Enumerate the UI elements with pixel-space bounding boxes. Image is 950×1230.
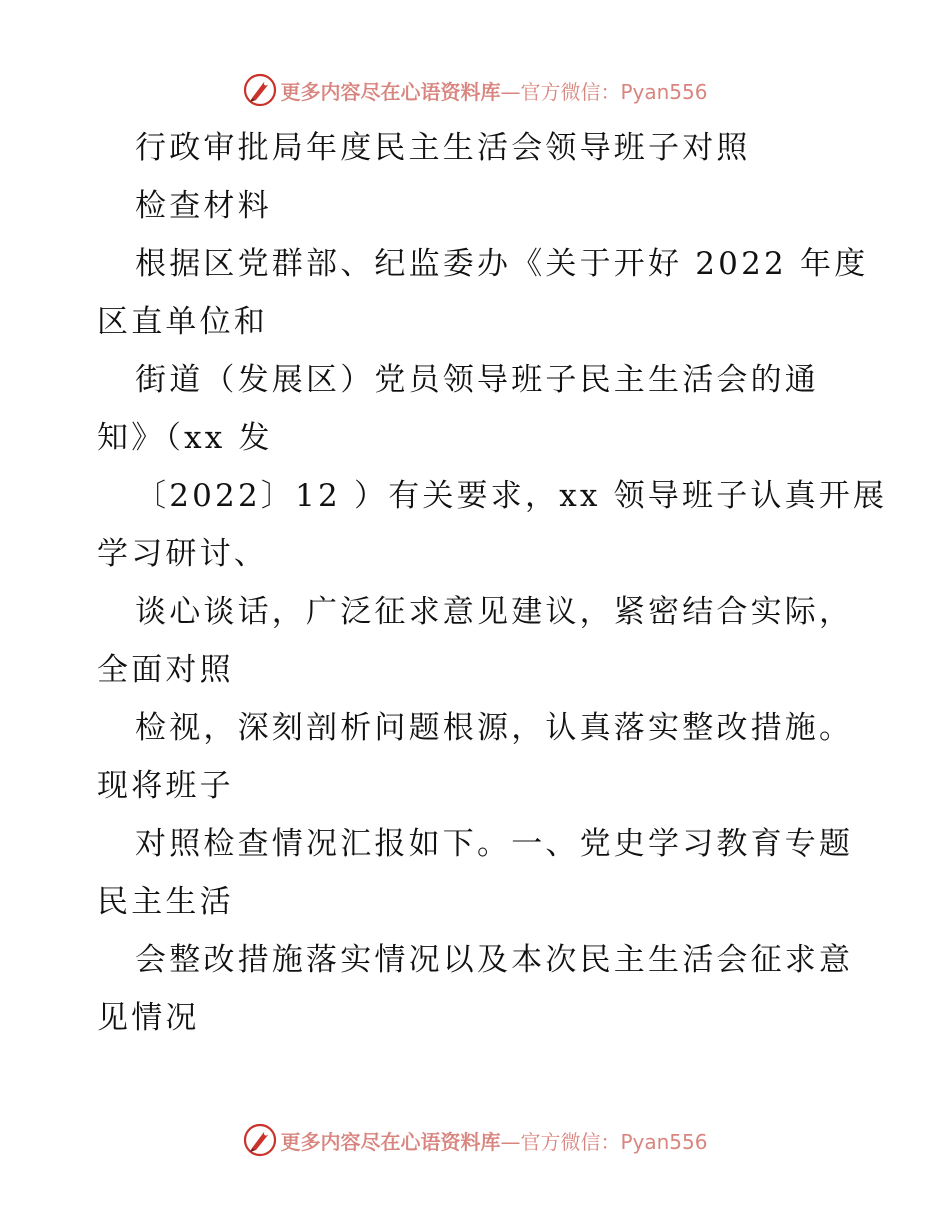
- watermark-brand-text: 更多内容尽在心语资料库: [280, 1129, 501, 1154]
- text-line: 街道（发展区）党员领导班子民主生活会的通: [135, 362, 819, 398]
- text-line: 知》（xx 发: [97, 420, 273, 456]
- watermark-contact-text: —官方微信：Pyan556: [500, 79, 708, 104]
- watermark-brand-text: 更多内容尽在心语资料库: [280, 79, 501, 104]
- pen-logo-icon: [242, 72, 278, 108]
- text-line: 对照检查情况汇报如下。一、党史学习教育专题: [135, 826, 854, 862]
- text-line: 学习研讨、: [97, 536, 268, 572]
- text-line: 谈心谈话，广泛征求意见建议，紧密结合实际，: [135, 594, 854, 630]
- text-line: 〔2022〕12 ）有关要求，xx 领导班子认真开展: [135, 478, 888, 514]
- text-line: 见情况: [97, 1000, 200, 1036]
- text-line: 检视，深刻剖析问题根源，认真落实整改措施。: [135, 710, 854, 746]
- pen-logo-icon: [242, 1122, 278, 1158]
- text-line: 区直单位和: [97, 304, 268, 340]
- text-line: 行政审批局年度民主生活会领导班子对照: [135, 130, 751, 166]
- text-line: 民主生活: [97, 884, 234, 920]
- text-line: 会整改措施落实情况以及本次民主生活会征求意: [135, 942, 854, 978]
- text-line: 全面对照: [97, 652, 234, 688]
- text-line: 检查材料: [135, 188, 272, 224]
- text-line: 根据区党群部、纪监委办《关于开好 2022 年度: [135, 246, 869, 282]
- text-line: 现将班子: [97, 768, 234, 804]
- watermark-contact-text: —官方微信：Pyan556: [500, 1129, 708, 1154]
- document-body: [97, 122, 897, 1050]
- header-watermark: [0, 70, 950, 110]
- footer-watermark: [0, 1120, 950, 1160]
